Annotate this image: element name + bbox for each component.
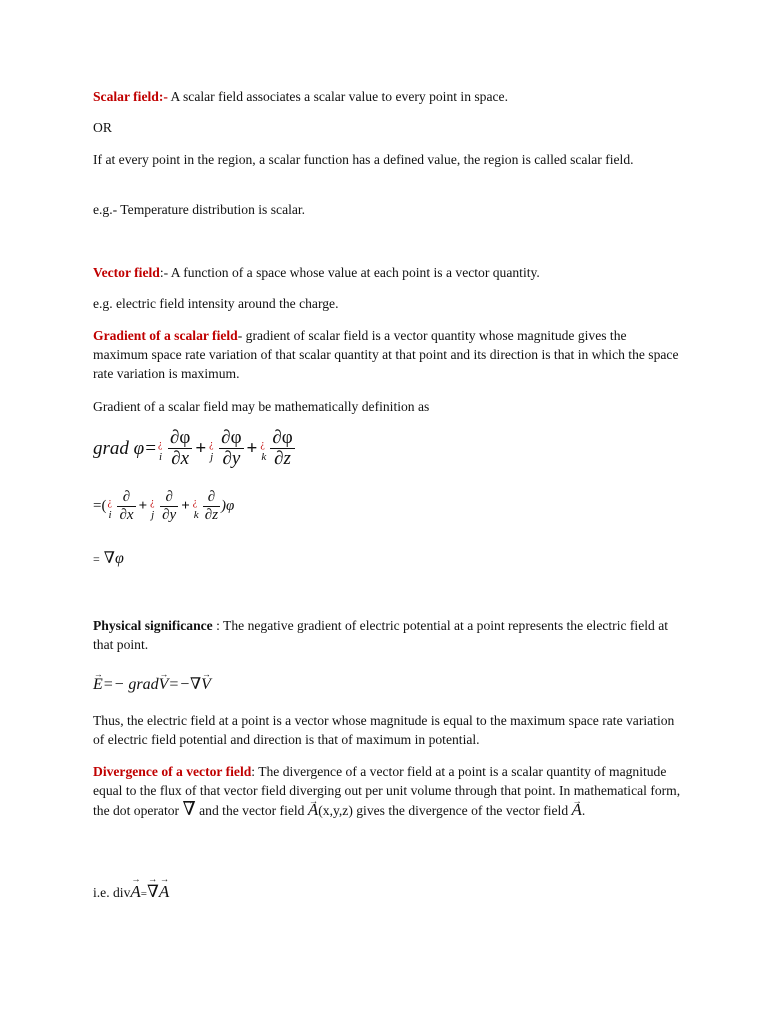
scalar-field-example: e.g.- Temperature distribution is scalar. [93, 202, 306, 217]
vector-A: → A [130, 882, 140, 902]
partial-x-operator [117, 490, 135, 523]
divergence-text-a: : The divergence of a vector field at a point is a scalar quantity of magnitude equal to the flux of that vector field diverging out per unit volume through that point. In mathematical form, the dot operator [93, 764, 681, 818]
unit-i-label: i [108, 508, 112, 521]
electric-field-conclusion: Thus, the electric field at a point is a vector whose magnitude is equal to the maximum space rate variation of electric field potential and direction is that of maximum in potential. [93, 713, 675, 747]
nabla-operator: → ∇ [147, 882, 159, 902]
div-equals: = [140, 888, 147, 900]
partial-phi-z [270, 428, 294, 470]
gradient-equation-1 [93, 428, 296, 470]
z-variable: z [283, 447, 291, 469]
vector-A: → A [572, 800, 582, 819]
scalar-field-alt-definition: If at every point in the region, a scalar function has a defined value, the region is called scalar field. [93, 152, 634, 167]
divergence-period: . [581, 803, 586, 818]
vector-field-definition [93, 263, 683, 282]
divergence-text-b: and the vector field [195, 803, 308, 818]
x-variable: x [126, 506, 134, 523]
divergence-term: Divergence of a vector field [93, 764, 252, 779]
vector-V: → V [159, 676, 169, 694]
gradient-text: - gradient of scalar field is a vector quantity whose magnitude gives the maximum space rate variation of that scalar quantity at that point and its direction is that in which the space rate variation is maximum. [93, 328, 679, 381]
phi-symbol: φ [281, 427, 293, 448]
y-variable: y [169, 506, 177, 523]
partial-phi-y [219, 428, 243, 470]
partial-y-operator [160, 490, 178, 523]
scalar-field-term: Scalar field:- [93, 89, 168, 104]
vector-A: → A [159, 882, 169, 902]
partial-symbol: ∂ [272, 427, 282, 448]
x-variable: x [180, 447, 190, 469]
divergence-equation [93, 882, 169, 902]
divergence-definition [93, 762, 683, 820]
electric-field-equation [93, 674, 211, 694]
scalar-field-text: A scalar field associates a scalar value to every point in space. [167, 89, 508, 104]
scalar-field-definition [93, 87, 683, 106]
hat-symbol: ¿ [209, 438, 214, 450]
hat-symbol: ¿ [260, 438, 265, 450]
z-variable: z [212, 506, 219, 523]
partial-symbol: ∂ [119, 506, 127, 523]
gradient-equation-2 [93, 490, 234, 523]
vector-field-text: :- A function of a space whose value at each point is a vector quantity. [159, 265, 540, 280]
plus-sign: + [138, 498, 148, 515]
unit-k-label: k [193, 508, 199, 521]
y-variable: y [231, 447, 241, 469]
nabla-phi: ∇φ [103, 550, 124, 567]
partial-symbol: ∂ [222, 447, 232, 469]
unit-k-label: k [261, 450, 267, 463]
physical-significance-text: : The negative gradient of electric potential at a point represents the electric field at that point. [93, 618, 669, 652]
grad-phi-lhs: grad φ= [93, 437, 157, 459]
nabla-operator: → ∇ [182, 800, 195, 819]
eq2-open: =( [93, 498, 107, 515]
partial-symbol: ∂ [162, 506, 170, 523]
hat-symbol: ¿ [192, 496, 198, 508]
physical-significance [93, 616, 683, 654]
unit-j-label: j [210, 450, 214, 463]
or-text: OR [93, 120, 112, 135]
partial-symbol: ∂ [274, 447, 284, 469]
gradient-term: Gradient of a scalar field [93, 328, 238, 343]
partial-symbol: ∂ [169, 427, 180, 448]
plus-sign: + [181, 498, 190, 515]
eq3-equals: = [93, 552, 100, 566]
gradient-math-intro: Gradient of a scalar field may be mathematically definition as [93, 399, 430, 414]
partial-symbol: ∂ [171, 447, 181, 469]
partial-symbol: ∂ [122, 489, 131, 505]
phi-symbol: φ [179, 427, 191, 448]
eq2-close: )φ [221, 498, 235, 515]
partial-phi-x [168, 428, 192, 470]
eq-minus-grad: =− grad [102, 676, 159, 693]
unit-i-label: i [158, 450, 163, 463]
partial-symbol: ∂ [165, 489, 173, 505]
partial-symbol: ∂ [204, 506, 213, 523]
partial-z-operator [203, 490, 220, 523]
vector-field-example: e.g. electric field intensity around the charge. [93, 296, 339, 311]
phi-symbol: φ [230, 427, 242, 448]
ie-div: i.e. div [93, 885, 131, 900]
physical-significance-term: Physical significance [93, 618, 213, 633]
vector-A: → A [308, 800, 318, 819]
hat-symbol: ¿ [107, 496, 112, 508]
plus-sign: + [246, 437, 258, 459]
vector-E: → E [93, 676, 103, 694]
partial-symbol: ∂ [207, 489, 216, 505]
vector-field-term: Vector field [93, 265, 160, 280]
eq-minus-nabla: =−∇ [168, 676, 202, 693]
plus-sign: + [195, 437, 207, 459]
vector-V: → V [201, 676, 211, 694]
hat-symbol: ¿ [150, 496, 155, 508]
hat-symbol: ¿ [157, 438, 163, 450]
divergence-text-c: (x,y,z) gives the divergence of the vector field [318, 803, 572, 818]
unit-j-label: j [151, 508, 155, 521]
gradient-equation-3 [93, 548, 124, 568]
gradient-definition [93, 326, 683, 383]
partial-symbol: ∂ [221, 427, 231, 448]
